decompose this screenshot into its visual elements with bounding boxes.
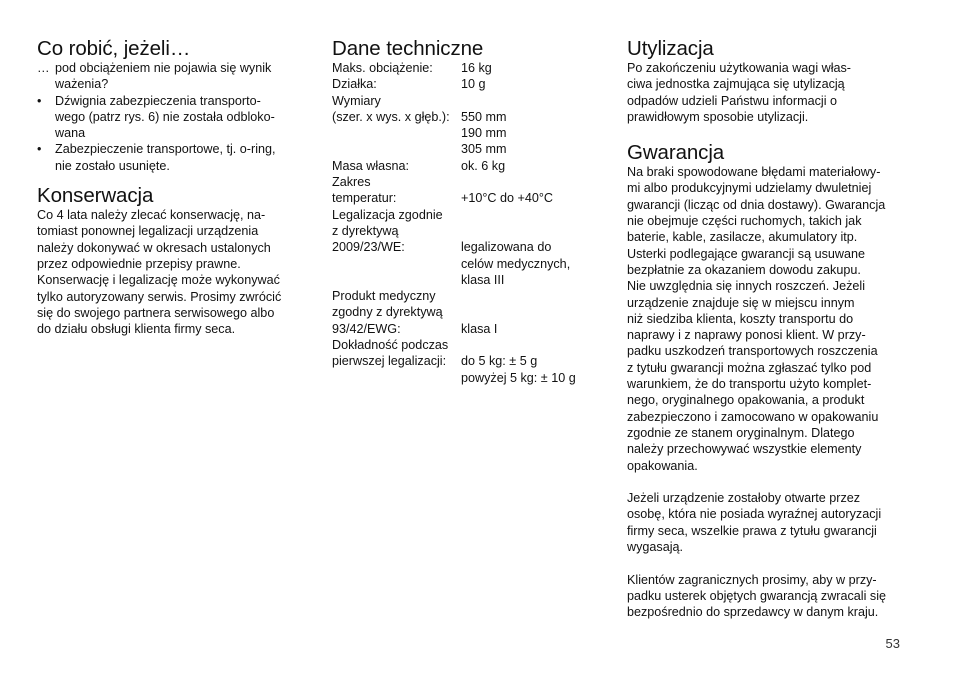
spec-value: 305 mm xyxy=(461,142,507,157)
text-line: padku uszkodzeń transportowych roszczenia xyxy=(627,344,878,359)
text-line: naprawy i z naprawy ponosi klient. W przy- xyxy=(627,328,866,343)
ellipsis-marker: … xyxy=(37,61,50,75)
spec-value xyxy=(461,337,576,353)
spec-label: (szer. x wys. x głęb.): xyxy=(332,109,450,124)
warranty-paragraph xyxy=(627,164,907,474)
paragraph-spacer xyxy=(627,555,907,571)
spec-value xyxy=(461,174,576,190)
spec-value: celów medycznych, xyxy=(461,256,571,271)
text-line: opakowania. xyxy=(627,458,698,473)
text-line: wygasają. xyxy=(627,540,684,555)
spec-row xyxy=(332,190,576,206)
text-line: bezpośrednio do sprzedawcy w danym kraju. xyxy=(627,605,879,620)
spec-value xyxy=(461,304,576,320)
text-line: warunkiem, że do transportu użyto komplet- xyxy=(627,377,872,392)
text-line: zgodnie ze stanem oryginalnym. Dlatego xyxy=(627,425,855,440)
heading-warranty: Gwarancja xyxy=(627,141,725,165)
maintenance-paragraph xyxy=(37,207,312,337)
spec-row xyxy=(332,125,576,141)
spec-label: Masa własna: xyxy=(332,158,409,173)
spec-row xyxy=(332,76,576,92)
text-line: urządzenie znajduje się w miejscu innym xyxy=(627,295,855,310)
list-item-line: Zabezpieczenie transportowe, tj. o-ring, xyxy=(55,142,276,157)
spec-row xyxy=(332,223,576,239)
text-line: bezpłatnie za okazaniem dowodu zakupu. xyxy=(627,262,861,277)
text-line: Jeżeli urządzenie zostałoby otwarte przez xyxy=(627,491,861,506)
text-line: gwarancji (licząc od dnia dostawy). Gwarancja xyxy=(627,197,886,212)
text-line: padku usterek objętych gwarancją zwracali się xyxy=(627,588,887,603)
heading-technical-data: Dane techniczne xyxy=(332,37,484,60)
text-line: się do swojego partnera serwisowego albo xyxy=(37,305,275,320)
text-line: odpadów udzieli Państwu informacji o xyxy=(627,93,838,108)
spec-row xyxy=(332,272,576,288)
spec-label xyxy=(332,370,461,386)
spec-label: Dokładność podczas xyxy=(332,338,449,353)
spec-value: 16 kg xyxy=(461,61,492,75)
spec-value: 10 g xyxy=(461,77,486,92)
text-line: należy dokonywać w okresach ustalonych xyxy=(37,240,271,255)
column-middle xyxy=(332,37,607,386)
text-line: Konserwację i legalizację może wykonywać xyxy=(37,273,280,288)
warranty-paragraph xyxy=(627,572,907,621)
list-item-line: pod obciążeniem nie pojawia się wynik xyxy=(55,61,272,75)
spec-value: 190 mm xyxy=(461,126,507,141)
heading-maintenance: Konserwacja xyxy=(37,184,154,208)
spec-row xyxy=(332,93,576,109)
text-line: Usterki podlegające gwarancji są usuwane xyxy=(627,246,866,261)
spec-value: legalizowana do xyxy=(461,240,552,255)
spec-label: pierwszej legalizacji: xyxy=(332,354,447,369)
list-item xyxy=(37,93,312,142)
text-line: ciwa jednostka zajmująca się utylizacją xyxy=(627,77,845,92)
text-line: Co 4 lata należy zlecać konserwację, na- xyxy=(37,208,266,223)
warranty-text xyxy=(627,164,907,620)
text-line: zabezpieczono i zamocowano w opakowaniu xyxy=(627,409,879,424)
spec-row xyxy=(332,239,576,255)
text-line: baterie, kable, zasilacze, akumulatory itp. xyxy=(627,230,858,245)
spec-value: 550 mm xyxy=(461,109,507,124)
spec-label xyxy=(332,256,461,272)
text-line: Nie uwzględnia się innych roszczeń. Jeżeli xyxy=(627,279,865,294)
spec-label: Działka: xyxy=(332,77,377,92)
list-item xyxy=(37,60,312,93)
list-item-line: nie zostało usunięte. xyxy=(55,158,170,173)
text-line: należy przechowywać wszystkie elementy xyxy=(627,442,862,457)
spec-label: zgodny z dyrektywą xyxy=(332,305,443,320)
text-line: firmy seca, wszelkie prawa z tytułu gwarancji xyxy=(627,523,877,538)
troubleshooting-list xyxy=(37,60,312,174)
spec-row xyxy=(332,321,576,337)
heading-disposal: Utylizacja xyxy=(627,37,714,60)
text-line: nego, oryginalnego opakowania, a produkt xyxy=(627,393,865,408)
text-line: Klientów zagranicznych prosimy, aby w przy- xyxy=(627,572,877,587)
spec-row xyxy=(332,158,576,174)
text-line: Po zakończeniu użytkowania wagi włas- xyxy=(627,61,852,75)
text-line: do działu obsługi klienta firmy seca. xyxy=(37,322,236,337)
spec-row xyxy=(332,60,576,76)
spec-label: Legalizacja zgodnie xyxy=(332,207,443,222)
spec-row xyxy=(332,288,576,304)
disposal-paragraph xyxy=(627,60,907,125)
spec-label: temperatur: xyxy=(332,191,397,206)
list-item-line: Dźwignia zabezpieczenia transporto- xyxy=(55,93,261,108)
paragraph-spacer xyxy=(627,474,907,490)
spec-label xyxy=(332,125,461,141)
spec-value: do 5 kg: ± 5 g xyxy=(461,354,538,369)
spec-row xyxy=(332,207,576,223)
spec-value: ok. 6 kg xyxy=(461,158,506,173)
spec-row xyxy=(332,174,576,190)
spec-row xyxy=(332,141,576,157)
warranty-paragraph xyxy=(627,490,907,555)
spec-value xyxy=(461,207,576,223)
text-line: mi albo produkcyjnymi udzielamy dwuletniej xyxy=(627,181,872,196)
spec-row xyxy=(332,109,576,125)
spec-table xyxy=(332,60,576,386)
bullet-marker: • xyxy=(37,142,42,157)
spec-label xyxy=(332,141,461,157)
spec-label: 93/42/EWG: xyxy=(332,321,401,336)
text-line: prawidłowym sposobie utylizacji. xyxy=(627,109,809,124)
heading-troubleshooting: Co robić, jeżeli… xyxy=(37,37,191,60)
text-line: Na braki spowodowane błędami materiałowy- xyxy=(627,165,881,180)
list-item-line: ważenia? xyxy=(55,77,109,92)
text-line: przez odpowiednie przepisy prawne. xyxy=(37,256,241,271)
spec-label: Zakres xyxy=(332,175,371,190)
spec-label: z dyrektywą xyxy=(332,223,399,238)
spec-label: Maks. obciążenie: xyxy=(332,61,433,75)
spec-label: Wymiary xyxy=(332,93,381,108)
spec-label xyxy=(332,272,461,288)
spec-row xyxy=(332,256,576,272)
bullet-marker: • xyxy=(37,93,42,108)
column-right xyxy=(627,37,907,621)
column-left xyxy=(37,37,312,337)
spec-label: 2009/23/WE: xyxy=(332,240,405,255)
spec-value: klasa I xyxy=(461,321,498,336)
spec-row xyxy=(332,353,576,369)
list-item-line: wego (patrz rys. 6) nie została odbloko- xyxy=(55,109,275,124)
spec-row xyxy=(332,304,576,320)
text-line: nie obejmuje części ruchomych, takich jak xyxy=(627,214,862,229)
text-line: tylko autoryzowany serwis. Prosimy zwrócić xyxy=(37,289,282,304)
spec-label: Produkt medyczny xyxy=(332,289,436,304)
text-line: osobę, która nie posiada wyraźnej autoryzacji xyxy=(627,507,882,522)
spec-value: +10°C do +40°C xyxy=(461,191,553,206)
spec-value xyxy=(461,93,576,109)
text-line: tomiast ponownej legalizacji urządzenia xyxy=(37,224,259,239)
spec-row xyxy=(332,337,576,353)
text-line: niż siedziba klienta, koszty transportu do xyxy=(627,311,854,326)
spec-value xyxy=(461,223,576,239)
list-item xyxy=(37,141,312,174)
page-number: 53 xyxy=(885,636,900,651)
spec-value: klasa III xyxy=(461,272,505,287)
spec-value: powyżej 5 kg: ± 10 g xyxy=(461,370,576,385)
spec-row xyxy=(332,370,576,386)
list-item-line: wana xyxy=(55,126,86,141)
spec-value xyxy=(461,288,576,304)
text-line: z tytułu gwarancji można zgłaszać tylko pod xyxy=(627,360,872,375)
